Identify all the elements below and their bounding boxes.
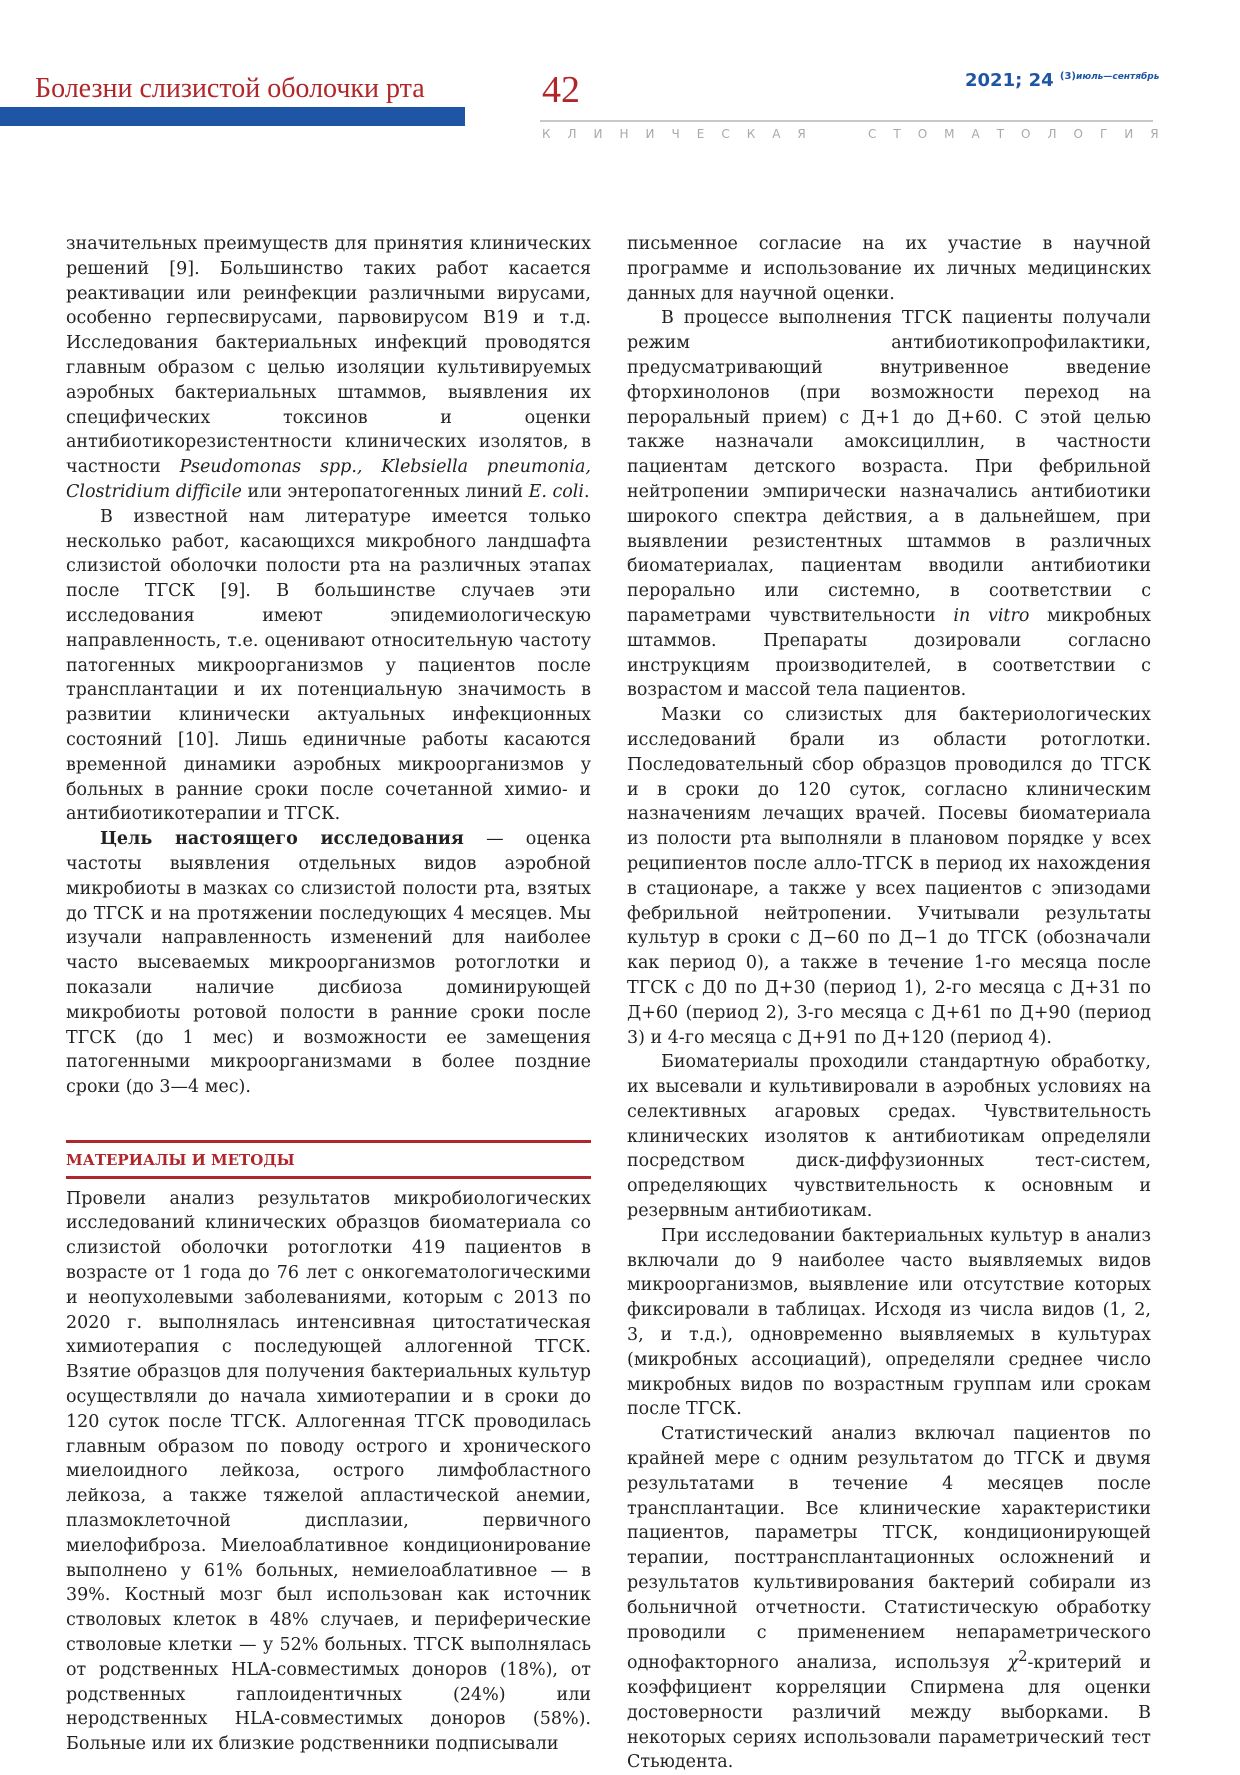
- paragraph: Статистический анализ включал пациентов по крайней мере с одним результатом до ТГСК и двумя результатами в течение 4 месяцев после трансплантации. Все клинические характеристики пациентов, параметры ТГСК, кондиционирующей терапии, посттрансплантационных осложнений и результатов культивирования бактерий собирали из больничной отчетности. Статистическую обработку проводили с применением непараметрического однофакторного анализа, используя $\chi^2$-критерий и коэффициент корреляции Спирмена для оценки достоверности различий между выборками. В некоторых сериях использовали параметрический тест Стьюдента.: [627, 1424, 1151, 1773]
- right-column: [627, 232, 1151, 1775]
- issue-year: 2021; 24: [965, 70, 1054, 91]
- paragraph: Биоматериалы проходили стандартную обработку, их высевали и культивировали в аэробных условиях на селективных агаровых средах. Чувствительность клинических изолятов к антибиотикам определяли посредством диск-диффузионных тест-систем, определяющих чувствительность к основным и резервным антибиотикам.: [627, 1052, 1151, 1222]
- left-column: [66, 232, 591, 1757]
- methods-heading: МАТЕРИАЛЫ И МЕТОДЫ: [66, 1140, 591, 1179]
- section-title: Болезни слизистой оболочки рта: [35, 73, 425, 104]
- aim-label: Цель настоящего исследования: [100, 829, 464, 850]
- journal-name-part2: СТОМАТОЛОГИЯ: [868, 127, 1176, 141]
- page-number: 42: [542, 69, 580, 111]
- paragraph: Мазки со слизистых для бактериологических исследований брали из области ротоглотки. Последовательный сбор образцов проводился до ТГСК и в сроки до 120 суток, согласно клиническим назначениям лечащих врачей. Посевы биоматериала из полости рта выполняли в плановом порядке у всех реципиентов после алло-ТГСК в период их нахождения в стационаре, а также у всех пациентов с эпизодами фебрильной нейтропении. Учитывали результаты культур в сроки с Д−60 по Д−1 до ТГСК (обозначали как период 0), а также в течение 1-го месяца после ТГСК с Д0 по Д+30 (период 1), 2-го месяца с Д+31 по Д+60 (период 2), 3-го месяца с Д+61 по Д+90 (период 3) и 4-го месяца с Д+91 по Д+120 (период 4).: [627, 705, 1151, 1048]
- paragraph: В процессе выполнения ТГСК пациенты получали режим антибиотикопрофилактики, предусматривающий внутривенное введение фторхинолонов (при возможности переход на пероральный прием) с Д+1 до Д+60. С этой целью также назначали амоксициллин, в частности пациентам детского возраста. При фебрильной нейтропении эмпирически назначались антибиотики широкого спектра действия, а в дальнейшем, при выявлении резистентных штаммов в различных биоматериалах, пациентам вводили антибиотики перорально или системно, в соответствии с параметрами чувствительности in vitro микробных штаммов. Препараты дозировали согласно инструкциям производителей, в соответствии с возрастом и массой тела пациентов.: [627, 308, 1151, 701]
- paragraph: значительных преимуществ для принятия клинических решений [9]. Большинство таких работ касается реактивации или реинфекции различными вирусами, особенно герпесвирусами, парвовирусом B19 и т.д. Исследования бактериальных инфекций проводятся главным образом с целью изоляции культивируемых аэробных бактериальных штаммов, выявления их специфических токсинов и оценки антибиотикорезистентности клинических изолятов, в частности Pseudomonas spp., Klebsiella pneumonia, Clostridium difficile или энтеропатогенных линий E. coli.: [66, 234, 591, 502]
- header-rule: [540, 120, 1153, 122]
- issue-info: [965, 70, 1159, 91]
- header-blue-bar: [0, 107, 465, 126]
- issue-months: июль—сентябрь: [1076, 72, 1160, 82]
- paragraph: Провели анализ результатов микробиологических исследований клинических образцов биоматериала со слизистой оболочки ротоглотки 419 пациентов в возрасте от 1 года до 76 лет с онкогематологическими и неопухолевыми заболеваниями, которым с 2013 по 2020 г. выполнялась интенсивная цитостатическая химиотерапия с последующей аллогенной ТГСК. Взятие образцов для получения бактериальных культур осуществляли до начала химиотерапии и в сроки до 120 суток после ТГСК. Аллогенная ТГСК проводилась главным образом по поводу острого и хронического миелоидного лейкоза, острого лимфобластного лейкоза, а также тяжелой апластической анемии, плазмоклеточной дисплазии, первичного миелофиброза. Миелоаблативное кондиционирование выполнено у 61% больных, немиелоаблативное — в 39%. Костный мозг был использован как источник стволовых клеток в 48% случаев, и периферические стволовые клетки — у 52% больных. ТГСК выполнялась от родственных HLA-совместимых доноров (18%), от родственных гаплоидентичных (24%) или неродственных HLA-совместимых доноров (58%). Больные или их близкие родственники подписывали: [66, 1188, 591, 1755]
- paragraph: письменное согласие на их участие в научной программе и использование их личных медицинских данных для научной оценки.: [627, 234, 1151, 304]
- aim-paragraph: Цель настоящего исследования — оценка частоты выявления отдельных видов аэробной микробиоты в мазках со слизистой полости рта, взятых до ТГСК и на протяжении последующих 4 месяцев. Мы изучали направленность изменений для наиболее часто высеваемых микроорганизмов ротоглотки и показали наличие дисбиоза доминирующей микробиоты ротовой полости в ранние сроки после ТГСК (до 1 мес) и возможности ее замещения патогенными микроорганизмами в более поздние сроки (до 3—4 мес).: [66, 829, 591, 1098]
- paragraph: В известной нам литературе имеется только несколько работ, касающихся микробного ландшафта слизистой оболочки полости рта на различных этапах после ТГСК [9]. В большинстве случаев эти исследования имеют эпидемиологическую направленность, т.е. оценивают относительную частоту патогенных микроорганизмов у пациентов после трансплантации и их потенциальную значимость в развитии клинически актуальных инфекционных состояний [10]. Лишь единичные работы касаются временной динамики аэробных микроорганизмов у больных в ранние сроки после сочетанной химио- и антибиотикотерапии и ТГСК.: [66, 506, 591, 825]
- paragraph: При исследовании бактериальных культур в анализ включали до 9 наиболее часто выявляемых видов микроорганизмов, выявление или отсутствие которых фиксировали в таблицах. Исходя из числа видов (1, 2, 3, и т.д.), одновременно выявляемых в культурах (микробных ассоциаций), определяли среднее число микробных видов по возрастным группам или срокам после ТГСК.: [627, 1225, 1151, 1420]
- issue-number: (3): [1059, 71, 1077, 82]
- journal-name-part1: КЛИНИЧЕСКАЯ: [542, 127, 823, 141]
